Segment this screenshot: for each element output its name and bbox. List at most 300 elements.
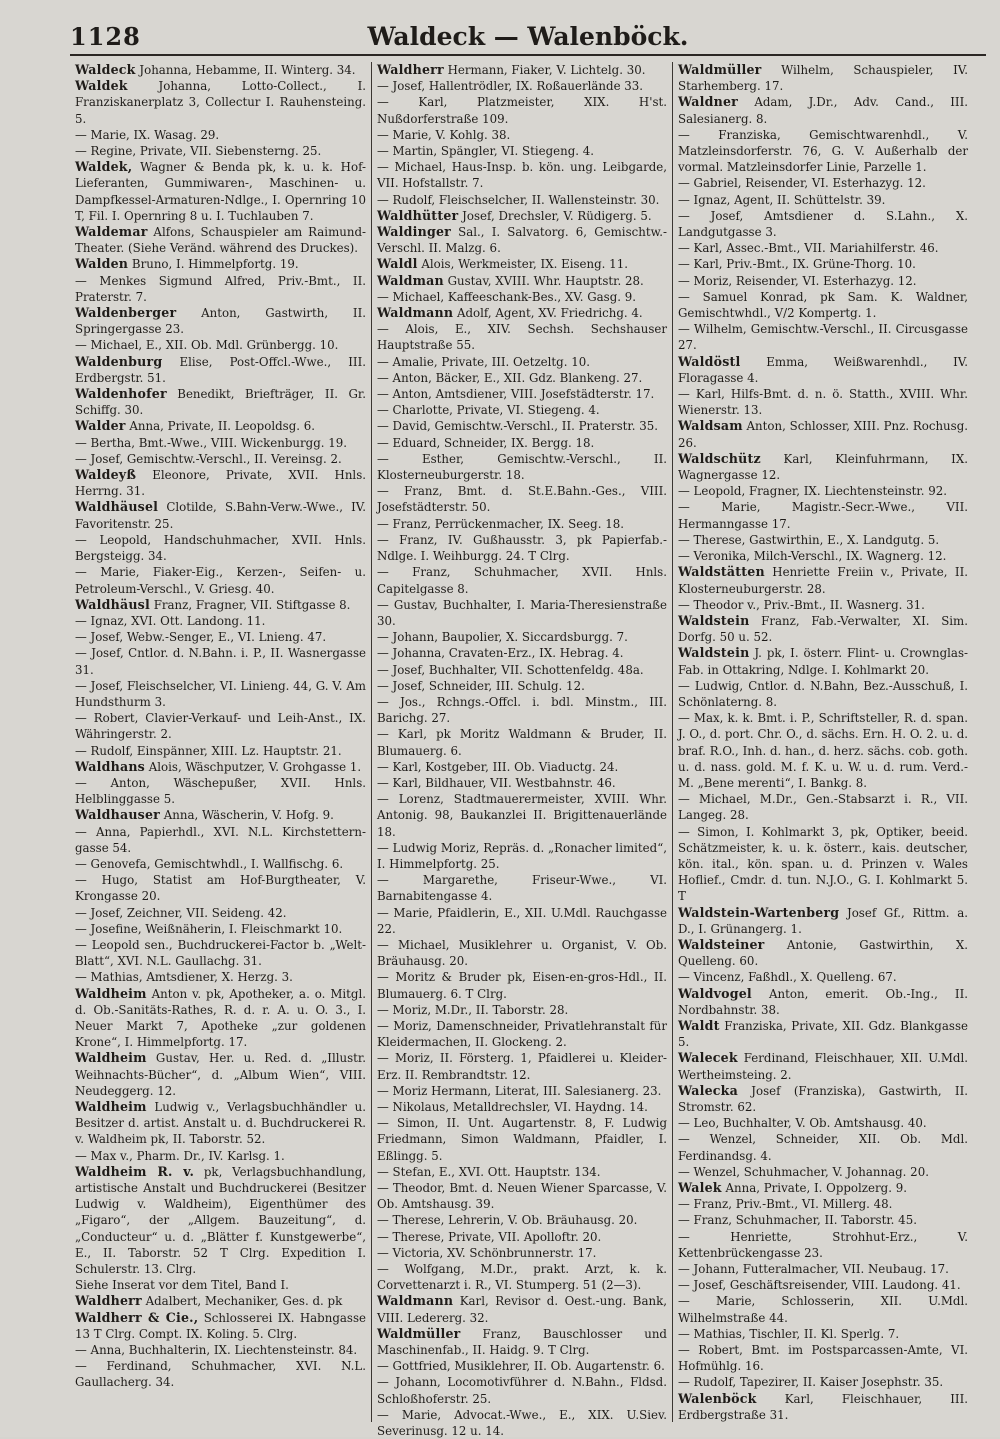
- directory-entry: [377, 402, 667, 418]
- directory-entry: [75, 905, 366, 921]
- entry-surname: Waldmüller: [377, 1325, 461, 1341]
- directory-entry: [678, 1180, 968, 1196]
- directory-entry: [678, 62, 968, 94]
- directory-entry: [75, 78, 366, 127]
- entry-surname: Waldvogel: [678, 985, 752, 1001]
- entry-details: — Ludwig Moriz, Repräs. d. „Ronacher limited“, I. Himmelpfortg. 25.: [377, 840, 667, 871]
- directory-entry: [678, 483, 968, 499]
- entry-details: — Nikolaus, Metalldrechsler, VI. Haydng. 14.: [377, 1100, 648, 1114]
- entry-details: — Josef, Geschäftsreisender, VIII. Laudong. 41.: [678, 1278, 961, 1293]
- page-header: [70, 22, 986, 56]
- directory-entry: [678, 1229, 968, 1261]
- directory-entry: [75, 386, 366, 418]
- directory-entry: [377, 143, 667, 159]
- directory-entry: [75, 256, 366, 272]
- directory-entry: [678, 499, 968, 531]
- entry-details: — Gottfried, Musiklehrer, II. Ob. Augartenstr. 6.: [377, 1359, 665, 1374]
- directory-entry: [377, 645, 667, 661]
- directory-entry: [678, 1342, 968, 1374]
- entry-surname: Waldenburg: [75, 353, 163, 369]
- directory-entry: [75, 759, 366, 775]
- entry-details: Anna, Wäscherin, V. Hofg. 9.: [160, 808, 334, 823]
- directory-entry: [678, 256, 968, 272]
- entry-details: Johanna, Lotto-Collect., I. Franziskanerplatz 3, Collectur I. Rauhensteing. 5.: [75, 79, 366, 126]
- directory-entry: [75, 1164, 366, 1277]
- entry-details: Ludwig v., Verlagsbuchhändler u. Besitzer d. artist. Anstalt u. d. Buchdruckerei R. v. Waldheim pk, II. Taborstr. 52.: [75, 1100, 366, 1147]
- entry-details: — Ferdinand, Schuhmacher, XVI. N.L. Gaullacherg. 34.: [75, 1359, 366, 1390]
- entry-details: Emma, Weißwarenhdl., IV. Floragasse 4.: [678, 354, 968, 385]
- directory-entry: [75, 354, 366, 386]
- directory-entry: [377, 62, 667, 78]
- directory-entry: [377, 532, 667, 564]
- entry-details: — Eduard, Schneider, IX. Bergg. 18.: [377, 435, 595, 450]
- directory-entry: [377, 321, 667, 353]
- entry-surname: Waldheim R. v.: [75, 1163, 195, 1179]
- entry-details: — Johann, Futteralmacher, VII. Neubaug. 17.: [678, 1262, 949, 1277]
- directory-entry: [377, 1018, 667, 1050]
- directory-entry: [377, 597, 667, 629]
- entry-details: — Moriz Hermann, Literat, III. Salesianerg. 23.: [377, 1083, 662, 1098]
- directory-entry: [377, 418, 667, 434]
- entry-details: — Simon, II. Unt. Augartenstr. 8, F. Ludwig Friedmann, Simon Waldmann, Pfaidler, I. Eßlingg. 5.: [377, 1116, 667, 1163]
- entry-details: Johanna, Hebamme, II. Winterg. 34.: [135, 63, 356, 77]
- entry-surname: Waldherr: [377, 62, 444, 77]
- entry-surname: Waldsteiner: [678, 936, 765, 952]
- directory-entry: [377, 678, 667, 694]
- entry-surname: Waldl: [377, 256, 418, 272]
- entry-details: J. pk, I. österr. Flint- u. Crownglas-Fab. in Ottakring, Ndlge. I. Kohlmarkt 20.: [678, 646, 968, 677]
- entry-details: Anton v. pk, Apotheker, a. o. Mitgl. d. Ob.-Sanitäts-Rathes, R. d. r. A. u. O. 3., I. Neuer Markt 7, Apotheke „zur goldenen Krone“, I. Himmelpfortg. 17.: [75, 986, 366, 1050]
- entry-details: Wagner & Benda pk, k. u. k. Hof-Lieferanten, Gummiwaren-, Maschinen- u. Dampfkessel-Armaturen-Ndlge., I. Opernring 10 T, Fil. I. Opernring 8 u. I. Tuchlauben 7.: [75, 160, 366, 223]
- entry-surname: Waldherr: [75, 1293, 142, 1309]
- entry-surname: Waldsam: [678, 418, 743, 434]
- entry-details: — Rudolf, Fleischselcher, II. Wallensteinstr. 30.: [377, 192, 660, 207]
- entry-surname: Walder: [75, 418, 126, 434]
- entry-surname: Waldschütz: [678, 450, 761, 466]
- entry-details: Alois, Werkmeister, IX. Eiseng. 11.: [417, 257, 628, 272]
- entry-details: — Moritz & Bruder pk, Eisen-en-gros-Hdl., II. Blumauerg. 6. T Clrg.: [377, 970, 667, 1001]
- directory-entry: [377, 662, 667, 678]
- entry-surname: Waldstätten: [678, 564, 765, 580]
- entry-details: — Therese, Gastwirthin, E., X. Landgutg. 5.: [678, 532, 940, 547]
- entry-surname: Waldenhofer: [75, 386, 167, 402]
- entry-details: Alois, Wäschputzer, V. Grohgasse 1.: [144, 759, 362, 774]
- directory-entry: [678, 192, 968, 208]
- directory-entry: [75, 969, 366, 985]
- entry-surname: Waldemar: [75, 224, 148, 240]
- directory-entry: [678, 418, 968, 450]
- directory-entry: [377, 256, 667, 272]
- directory-entry: [678, 1326, 968, 1342]
- entry-details: — Robert, Clavier-Verkauf- und Leih-Anst., IX. Währingerstr. 2.: [75, 711, 366, 742]
- directory-entry: [678, 321, 968, 353]
- directory-entry: [678, 1293, 968, 1325]
- entry-details: Gustav, Her. u. Red. d. „Illustr. Weihnachts-Bücher“, d. „Album Wien“, VIII. Neudeggerg. 12.: [75, 1051, 366, 1098]
- entry-details: Anton, emerit. Ob.-Ing., II. Nordbahnstr. 38.: [678, 986, 968, 1017]
- directory-entry: [377, 208, 667, 224]
- directory-entry: [678, 1277, 968, 1293]
- entry-details: — Therese, Private, VII. Apolloftr. 20.: [377, 1229, 602, 1244]
- directory-entry: [75, 613, 366, 629]
- entry-details: — Moriz, II. Försterg. 1, Pfaidlerei u. Kleider-Erz. II. Rembrandtstr. 12.: [377, 1051, 667, 1082]
- entry-details: — Stefan, E., XVI. Ott. Hauptstr. 134.: [377, 1164, 601, 1179]
- entry-surname: Waldstein: [678, 612, 750, 628]
- directory-entry: [377, 483, 667, 515]
- entry-details: — Karl, pk Moritz Waldmann & Bruder, II. Blumauerg. 6.: [377, 727, 667, 758]
- entry-surname: Waldeyß: [75, 467, 137, 483]
- directory-entry: [678, 564, 968, 596]
- directory-entry: [377, 1261, 667, 1293]
- directory-entry: [377, 1083, 667, 1099]
- directory-entry: [75, 872, 366, 904]
- entry-details: Alfons, Schauspieler am Raimund-Theater. (Siehe Veränd. während des Druckes).: [75, 225, 366, 256]
- entry-details: — Johann, Baupolier, X. Siccardsburgg. 7.: [377, 630, 628, 645]
- entry-details: — Victoria, XV. Schönbrunnerstr. 17.: [377, 1245, 597, 1260]
- directory-entry: [75, 305, 366, 337]
- entry-details: — Samuel Konrad, pk Sam. K. Waldner, Gemischtwhdl., V/2 Kompertg. 1.: [678, 289, 968, 321]
- directory-entry: [377, 273, 667, 289]
- directory-entry: [678, 240, 968, 256]
- entry-details: — Leo, Buchhalter, V. Ob. Amtshausg. 40.: [678, 1116, 927, 1131]
- entry-details: Hermann, Fiaker, V. Lichtelg. 30.: [443, 63, 646, 77]
- directory-entry: [678, 94, 968, 126]
- entry-details: — Genovefa, Gemischtwhdl., I. Wallfischg. 6.: [75, 856, 344, 871]
- entry-details: — Karl, Kostgeber, III. Ob. Viaductg. 24.: [377, 759, 619, 774]
- entry-details: — Jos., Rchngs.-Offcl. i. bdl. Minstm., III. Barichg. 27.: [377, 694, 667, 726]
- column-1: [70, 62, 371, 1422]
- entry-details: — Josef, Schneider, III. Schulg. 12.: [377, 678, 585, 693]
- directory-entry: [377, 1180, 667, 1212]
- directory-entry: [377, 905, 667, 937]
- entry-details: Anton, Gastwirth, II. Springergasse 23.: [75, 306, 366, 337]
- entry-surname: Waldherr & Cie.,: [75, 1309, 199, 1325]
- directory-entry: [75, 1310, 366, 1342]
- directory-entry: [377, 937, 667, 969]
- entry-surname: Waldöstl: [678, 353, 741, 369]
- entry-details: — Franz, Bmt. d. St.E.Bahn.-Ges., VIII. Josefstädterstr. 50.: [377, 484, 667, 515]
- entry-details: Anton, Schlosser, XIII. Pnz. Rochusg. 26.: [678, 419, 968, 450]
- entry-surname: Waldhäusel: [75, 499, 159, 515]
- entry-details: Clotilde, S.Bahn-Verw.-Wwe., IV. Favoritenstr. 25.: [75, 500, 366, 531]
- directory-entry: [75, 159, 366, 224]
- entry-details: — Gabriel, Reisender, VI. Esterhazyg. 12.: [678, 176, 926, 191]
- entry-details: — Menkes Sigmund Alfred, Priv.-Bmt., II. Praterstr. 7.: [75, 273, 366, 304]
- directory-entry: [75, 597, 366, 613]
- directory-entry: [377, 78, 667, 94]
- entry-details: Karl, Fleischhauer, III. Erdbergstraße 31.: [678, 1391, 968, 1422]
- entry-surname: Waldhäusl: [75, 596, 150, 612]
- directory-entry: [377, 1050, 667, 1082]
- directory-entry: [75, 807, 366, 823]
- entry-details: Karl, Kleinfuhrmann, IX. Wagnergasse 12.: [678, 451, 968, 483]
- entry-surname: Waldt: [678, 1017, 720, 1033]
- entry-surname: Waldmann: [377, 1293, 454, 1309]
- directory-entry: [377, 305, 667, 321]
- directory-entry: [678, 1050, 968, 1082]
- entry-details: pk, Verlagsbuchhandlung, artistische Anstalt und Buchdruckerei (Besitzer Ludwig v. Waldheim), Eigenthümer des „Figaro“, der „Allgem. Bauzeitung“, d. „Conducteur“ u. d. „Blätter f. Kunstgewerbe“, E., II. Taborstr. 52 T Clrg. Expedition I. Schulerstr. 13. Clrg.: [75, 1164, 367, 1277]
- directory-entry: [678, 710, 968, 791]
- entry-details: Josef (Franziska), Gastwirth, II. Stromstr. 62.: [678, 1083, 968, 1114]
- entry-surname: Waldheim: [75, 1050, 147, 1066]
- directory-entry: [377, 726, 667, 758]
- directory-entry: [678, 613, 968, 645]
- entry-details: Franziska, Private, XII. Gdz. Blankgasse 5.: [678, 1018, 968, 1050]
- entry-details: Bruno, I. Himmelpfortg. 19.: [128, 257, 299, 272]
- directory-entry: [377, 791, 667, 840]
- entry-details: Siehe Inserat vor dem Titel, Band I.: [75, 1278, 289, 1293]
- directory-entry: [75, 1358, 366, 1390]
- entry-details: — Bertha, Bmt.-Wwe., VIII. Wickenburgg. 19.: [75, 435, 348, 450]
- directory-entry: [377, 192, 667, 208]
- directory-entry: [678, 1212, 968, 1228]
- page-number: 1128: [70, 22, 141, 51]
- entry-details: Sal., I. Salvatorg. 6, Gemischtw.-Verschl. II. Malzg. 6.: [377, 225, 667, 256]
- directory-entry: [678, 1391, 968, 1423]
- entry-details: — Moriz, M.Dr., II. Taborstr. 28.: [377, 1002, 569, 1017]
- entry-details: — Karl, Assec.-Bmt., VII. Mariahilferstr. 46.: [678, 241, 939, 256]
- entry-surname: Walden: [75, 256, 129, 272]
- entry-details: — Wenzel, Schuhmacher, V. Johannag. 20.: [678, 1164, 929, 1179]
- directory-entry: [678, 1131, 968, 1163]
- directory-entry: [377, 1358, 667, 1374]
- directory-entry: [678, 532, 968, 548]
- directory-entry: [377, 289, 667, 305]
- directory-entry: [678, 386, 968, 418]
- directory-entry: [75, 435, 366, 451]
- entry-details: Karl, Revisor d. Oest.-ung. Bank, VIII. Ledererg. 32.: [377, 1294, 667, 1325]
- entry-details: — Max v., Pharm. Dr., IV. Karlsg. 1.: [75, 1148, 285, 1163]
- entry-details: Ferdinand, Fleischhauer, XII. U.Mdl. Wertheimsteing. 2.: [678, 1051, 968, 1082]
- directory-entry: [75, 273, 366, 305]
- directory-entry: [678, 127, 968, 176]
- entry-details: Franz, Fragner, VII. Stiftgasse 8.: [149, 597, 351, 612]
- entry-details: — Gustav, Buchhalter, I. Maria-Theresienstraße 30.: [377, 597, 667, 628]
- entry-details: — Margarethe, Friseur-Wwe., VI. Barnabitengasse 4.: [377, 873, 667, 904]
- directory-entry: [377, 775, 667, 791]
- directory-entry: [377, 1293, 667, 1325]
- directory-entry: [377, 1326, 667, 1358]
- directory-entry: [377, 840, 667, 872]
- entry-details: Eleonore, Private, XVII. Hnls. Herrng. 31.: [75, 468, 366, 499]
- entry-details: — Ignaz, XVI. Ott. Landong. 11.: [75, 613, 266, 628]
- directory-entry: [75, 710, 366, 742]
- entry-details: — Wilhelm, Gemischtw.-Verschl., II. Circusgasse 27.: [678, 322, 968, 353]
- directory-entry: [678, 208, 968, 240]
- entry-details: — Karl, Platzmeister, XIX. H'st. Nußdorferstraße 109.: [377, 95, 667, 126]
- directory-entry: [75, 1342, 366, 1358]
- entry-details: — Leopold sen., Buchdruckerei-Factor b. „Welt-Blatt“, XVI. N.L. Gaullachg. 31.: [75, 937, 366, 969]
- running-head: Waldeck — Walenböck.: [367, 22, 689, 51]
- entry-details: — Vincenz, Faßhdl., X. Quelleng. 67.: [678, 970, 897, 985]
- directory-entry: [678, 597, 968, 613]
- entry-details: — Simon, I. Kohlmarkt 3, pk, Optiker, beeid. Schätzmeister, k. u. k. österr., kais. deutscher, kön. ital., kön. span. u. d. Prinzen v. Wales Hoflief., Cmdr. d. tun. N.J.O., G. I. Kohlmarkt 5. T: [678, 824, 968, 904]
- entry-details: — Johanna, Cravaten-Erz., IX. Hebrag. 4.: [377, 646, 624, 661]
- directory-entry: [678, 678, 968, 710]
- entry-details: — Moriz, Damenschneider, Privatlehranstalt für Kleidermachen, II. Glockeng. 2.: [377, 1018, 667, 1050]
- entry-surname: Waldheim: [75, 985, 147, 1001]
- entry-details: — Josef, Buchhalter, VII. Schottenfeldg. 48a.: [377, 662, 644, 677]
- directory-entry: [75, 629, 366, 645]
- entry-details: — Josef, Fleischselcher, VI. Linieng. 44, G. V. Am Hundsthurm 3.: [75, 678, 366, 709]
- entry-details: — Leopold, Handschuhmacher, XVII. Hnls. Bergsteigg. 34.: [75, 532, 366, 564]
- entry-details: Schlosserei IX. Habngasse 13 T Clrg. Compt. IX. Koling. 5. Clrg.: [75, 1310, 366, 1341]
- directory-entry: [75, 678, 366, 710]
- directory-entry: [75, 824, 366, 856]
- directory-entry: [678, 354, 968, 386]
- directory-entry: [377, 370, 667, 386]
- directory-entry: [678, 969, 968, 985]
- entry-details: — Henriette, Strohhut-Erz., V. Kettenbrückengasse 23.: [678, 1229, 968, 1260]
- directory-entry: [377, 564, 667, 596]
- directory-entry: [678, 289, 968, 321]
- entry-details: — Therese, Lehrerin, V. Ob. Bräuhausg. 20.: [377, 1213, 638, 1228]
- entry-surname: Walenböck: [678, 1390, 757, 1406]
- directory-entry: [678, 791, 968, 823]
- directory-entry: [377, 435, 667, 451]
- entry-surname: Waldek,: [75, 159, 133, 175]
- directory-entry: [678, 1374, 968, 1390]
- entry-details: — Anna, Papierhdl., XVI. N.L. Kirchstettern-gasse 54.: [75, 824, 366, 855]
- directory-entry: [377, 94, 667, 126]
- entry-details: — Franz, Schuhmacher, II. Taborstr. 45.: [678, 1213, 917, 1228]
- entry-details: — Anton, Bäcker, E., XII. Gdz. Blankeng. 27.: [377, 370, 643, 385]
- directory-entry: [75, 1277, 366, 1293]
- columns: [70, 62, 986, 1439]
- directory-entry: [678, 548, 968, 564]
- header-rule: [70, 54, 986, 56]
- entry-details: Josef Gf., Rittm. a. D., I. Grünangerg. 1.: [678, 905, 968, 936]
- entry-details: — Franz, Priv.-Bmt., VI. Millerg. 48.: [678, 1197, 893, 1212]
- directory-entry: [678, 645, 968, 677]
- entry-details: — Anton, Amtsdiener, VIII. Josefstädterstr. 17.: [377, 387, 655, 402]
- entry-details: Antonie, Gastwirthin, X. Quelleng. 60.: [678, 937, 968, 969]
- entry-details: — Lorenz, Stadtmauerermeister, XVIII. Whr. Antonig. 98, Baukanzlei II. Brigittenauerlände 18.: [377, 792, 667, 839]
- entry-surname: Waldner: [678, 94, 739, 110]
- entry-details: Adolf, Agent, XV. Friedrichg. 4.: [453, 306, 643, 321]
- directory-entry: [75, 127, 366, 143]
- entry-details: — Marie, V. Kohlg. 38.: [377, 127, 511, 142]
- entry-details: — Franz, Perrückenmacher, IX. Seeg. 18.: [377, 516, 624, 531]
- entry-details: — Josef, Gemischtw.-Verschl., II. Vereinsg. 2.: [75, 451, 342, 466]
- directory-entry: [377, 1245, 667, 1261]
- directory-entry: [377, 1002, 667, 1018]
- entry-details: Franz, Fab.-Verwalter, XI. Sim. Dorfg. 50 u. 52.: [678, 613, 968, 645]
- entry-details: — Veronika, Milch-Verschl., IX. Wagnerg. 12.: [678, 549, 947, 564]
- directory-entry: [377, 1229, 667, 1245]
- directory-entry: [377, 1407, 667, 1439]
- entry-details: — Josef, Hallentrödler, IX. Roßauerlände 33.: [377, 79, 644, 94]
- entry-details: — Marie, Fiaker-Eig., Kerzen-, Seifen- u. Petroleum-Verschl., V. Griesg. 40.: [75, 565, 366, 596]
- entry-details: — Mathias, Tischler, II. Kl. Sperlg. 7.: [678, 1326, 900, 1341]
- directory-entry: [678, 824, 968, 905]
- directory-entry: [678, 986, 968, 1018]
- column-2: [371, 62, 672, 1439]
- entry-details: — Michael, M.Dr., Gen.-Stabsarzt i. R., VII. Langeg. 28.: [678, 792, 968, 823]
- entry-details: — Moriz, Reisender, VI. Esterhazyg. 12.: [678, 273, 917, 288]
- directory-entry: [75, 1099, 366, 1148]
- entry-details: — Anton, Wäschepußer, XVII. Hnls. Helblinggasse 5.: [75, 775, 366, 807]
- entry-details: — Theodor, Bmt. d. Neuen Wiener Sparcasse, V. Ob. Amtshausg. 39.: [377, 1181, 667, 1212]
- directory-entry: [377, 159, 667, 191]
- directory-entry: [678, 175, 968, 191]
- entry-surname: Waldhauser: [75, 807, 161, 823]
- column-3: [672, 62, 973, 1422]
- entry-details: Wilhelm, Schauspieler, IV. Starhemberg. 17.: [678, 63, 968, 94]
- entry-surname: Waldek: [75, 78, 128, 94]
- entry-details: Elise, Post-Offcl.-Wwe., III. Erdbergstr. 51.: [75, 354, 366, 385]
- directory-entry: [75, 775, 366, 807]
- entry-details: — Michael, Kaffeeschank-Bes., XV. Gasg. 9.: [377, 289, 637, 304]
- directory-entry: [377, 1115, 667, 1164]
- directory-entry: [377, 386, 667, 402]
- directory-entry: [75, 62, 366, 78]
- directory-entry: [377, 694, 667, 726]
- entry-details: — Johann, Locomotivführer d. N.Bahn., Fldsd. Schloßhoferstr. 25.: [377, 1375, 667, 1406]
- entry-details: — Max, k. k. Bmt. i. P., Schriftsteller, R. d. span. J. O., d. port. Chr. O., d. sächs. Ern. H. O. 2. u. d. braf. R.O., Inh. d. han., d. herz. sächs. cob. goth. u. d. nass. gold. M. f. K. u. W. u. d. rum. Verd.-M. „Bene merenti“, I. Bankg. 8.: [678, 711, 968, 790]
- entry-details: — Josef, Cntlor. d. N.Bahn. i. P., II. Wasnergasse 31.: [75, 646, 366, 677]
- directory-entry: [678, 1115, 968, 1131]
- entry-details: — Ignaz, Agent, II. Schüttelstr. 39.: [678, 192, 886, 207]
- entry-surname: Walecek: [678, 1050, 738, 1066]
- entry-surname: Waldmüller: [678, 62, 762, 77]
- directory-entry: [377, 759, 667, 775]
- entry-details: — Marie, IX. Wasag. 29.: [75, 127, 220, 142]
- directory-entry: [377, 516, 667, 532]
- directory-entry: [678, 905, 968, 937]
- entry-details: — Alois, E., XIV. Sechsh. Sechshauser Hauptstraße 55.: [377, 322, 667, 353]
- entry-details: — Michael, Haus-Insp. b. kön. ung. Leibgarde, VII. Hofstallstr. 7.: [377, 160, 667, 191]
- entry-details: — Mathias, Amtsdiener, X. Herzg. 3.: [75, 970, 293, 985]
- directory-entry: [75, 224, 366, 256]
- directory-entry: [75, 499, 366, 531]
- entry-details: — Michael, E., XII. Ob. Mdl. Grünbergg. 10.: [75, 338, 339, 353]
- entry-details: — Wenzel, Schneider, XII. Ob. Mdl. Ferdinandsg. 4.: [678, 1132, 968, 1163]
- entry-details: — Amalie, Private, III. Oetzeltg. 10.: [377, 354, 590, 369]
- directory-entry: [75, 564, 366, 596]
- directory-entry: [75, 856, 366, 872]
- entry-details: — Wolfgang, M.Dr., prakt. Arzt, k. k. Corvettenarzt i. R., VI. Stumperg. 51 (2—3).: [377, 1262, 667, 1293]
- directory-entry: [75, 1148, 366, 1164]
- directory-entry: [75, 986, 366, 1051]
- directory-entry: [377, 1164, 667, 1180]
- directory-entry: [75, 532, 366, 564]
- entry-details: — Franz, Schuhmacher, XVII. Hnls. Capitelgasse 8.: [377, 565, 667, 596]
- entry-details: — Josefine, Weißnäherin, I. Fleischmarkt 10.: [75, 921, 343, 936]
- entry-surname: Waldenberger: [75, 305, 177, 321]
- entry-details: — David, Gemischtw.-Verschl., II. Praterstr. 35.: [377, 419, 658, 434]
- directory-entry: [377, 451, 667, 483]
- entry-details: Henriette Freiin v., Private, II. Klosterneuburgerstr. 28.: [678, 565, 968, 596]
- directory-entry: [377, 224, 667, 256]
- entry-details: Josef, Drechsler, V. Rüdigerg. 5.: [458, 208, 652, 223]
- entry-details: Anna, Private, I. Oppolzerg. 9.: [721, 1181, 907, 1196]
- directory-entry: [377, 872, 667, 904]
- entry-details: Benedikt, Briefträger, II. Gr. Schiffg. 30.: [75, 387, 366, 418]
- entry-details: — Leopold, Fragner, IX. Liechtensteinstr. 92.: [678, 484, 947, 499]
- entry-surname: Waldstein: [678, 645, 750, 661]
- entry-surname: Waldman: [377, 272, 444, 288]
- entry-details: Franz, Bauschlosser und Maschinenfab., II. Haidg. 9. T Clrg.: [377, 1326, 667, 1358]
- entry-details: Adalbert, Mechaniker, Ges. d. pk: [141, 1294, 343, 1309]
- entry-details: — Michael, Musiklehrer u. Organist, V. Ob. Bräuhausg. 20.: [377, 937, 667, 969]
- entry-details: — Rudolf, Tapezirer, II. Kaiser Josephstr. 35.: [678, 1375, 944, 1390]
- directory-entry: [75, 143, 366, 159]
- directory-entry: [377, 1374, 667, 1406]
- directory-entry: [75, 451, 366, 467]
- directory-entry: [377, 629, 667, 645]
- directory-entry: [75, 645, 366, 677]
- entry-surname: Waldeck: [75, 62, 136, 77]
